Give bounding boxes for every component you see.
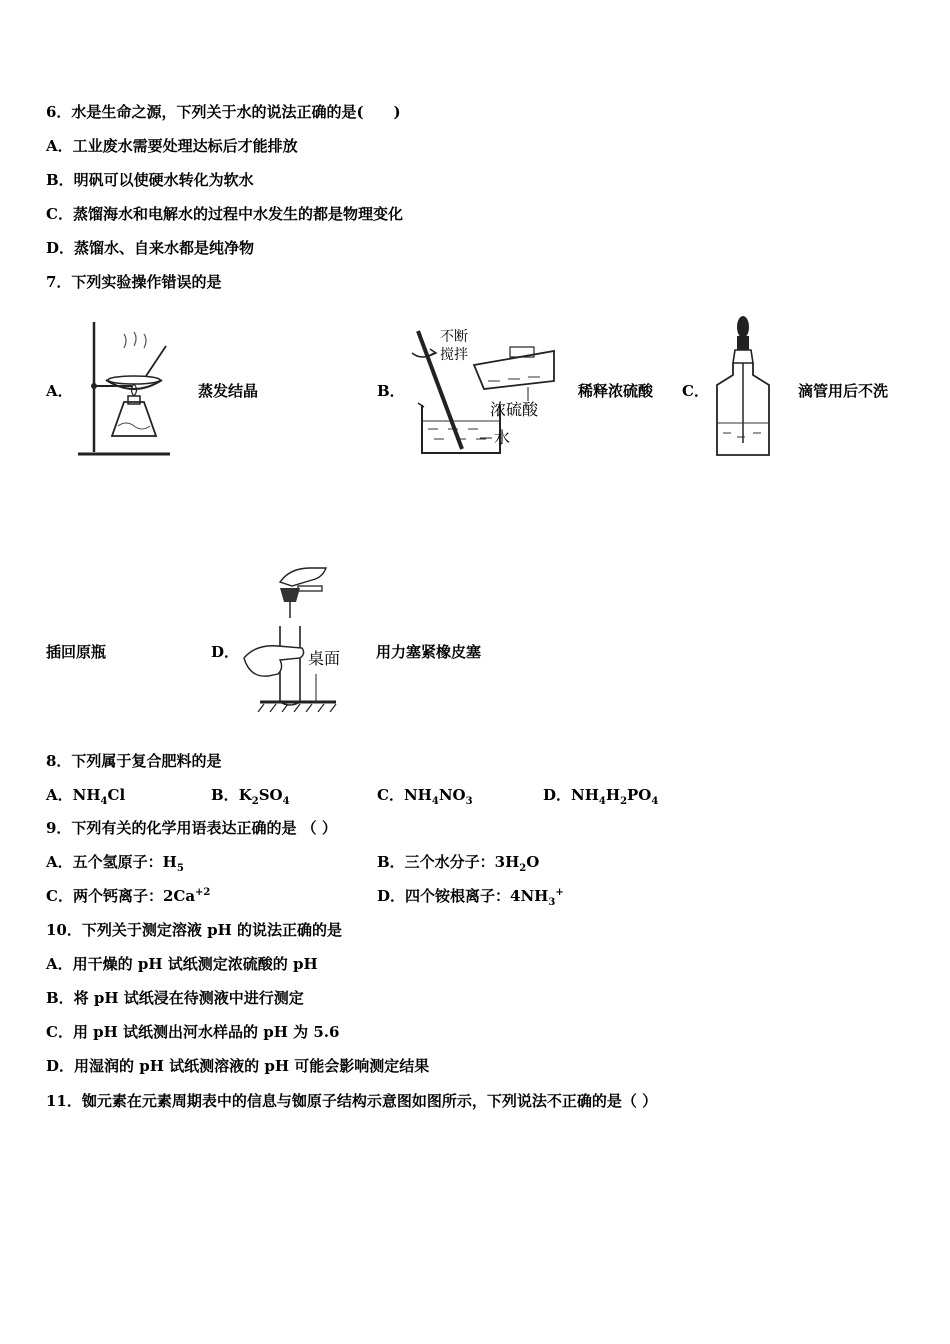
stopper-press-figure	[240, 562, 350, 712]
q6-option-c: C．蒸馏海水和电解水的过程中水发生的都是物理变化	[46, 205, 403, 223]
q7-a-text: 蒸发结晶	[198, 382, 259, 400]
q9-option-a: A．五个氢原子：$H_5$	[46, 853, 184, 874]
water-label: 水	[494, 428, 511, 447]
q6-stem: 6．水是生命之源，下列关于水的说法正确的是( )	[46, 103, 401, 121]
evaporation-apparatus-figure	[74, 318, 174, 458]
q9-stem: 9．下列有关的化学用语表达正确的是 （ ）	[46, 819, 337, 837]
q7-d-text: 用力塞紧橡皮塞	[376, 643, 482, 661]
q7-b-text: 稀释浓硫酸	[578, 382, 654, 400]
q11-stem: 11．铷元素在元素周期表中的信息与铷原子结构示意图如图所示，下列说法不正确的是（ ）	[46, 1092, 658, 1110]
q6-option-a: A．工业废水需要处理达标后才能排放	[46, 137, 298, 155]
q9-option-b: B．三个水分子：$3H_2O$	[377, 853, 540, 874]
stir-label-1: 不断	[440, 329, 468, 345]
q6-option-d: D．蒸馏水、自来水都是纯净物	[46, 239, 255, 257]
q8-option-b: B．$K_2SO_4$	[211, 786, 290, 807]
dropper-bottle-figure	[713, 313, 773, 457]
q7-a-letter: A．	[46, 382, 73, 400]
q10-stem: 10．下列关于测定溶液 pH 的说法正确的是	[46, 921, 342, 939]
q8-stem: 8．下列属于复合肥料的是	[46, 752, 222, 770]
q7-c-text-1: 滴管用后不洗	[798, 382, 889, 400]
q10-option-b: B．将 pH 试纸浸在待测液中进行测定	[46, 989, 304, 1007]
q7-b-letter: B．	[377, 382, 405, 400]
q7-c-letter: C．	[682, 382, 709, 400]
dilute-sulfuric-acid-figure	[404, 325, 560, 460]
q10-option-d: D．用湿润的 pH 试纸测溶液的 pH 可能会影响测定结果	[46, 1057, 430, 1075]
stir-label-2: 搅拌	[440, 347, 468, 363]
q7-d-letter: D．	[211, 643, 240, 661]
q9-option-c: C．两个钙离子：$2Ca^{+2}$	[46, 887, 211, 905]
desktop-label: 桌面	[308, 649, 341, 668]
q10-option-c: C．用 pH 试纸测出河水样品的 pH 为 5.6	[46, 1023, 340, 1041]
q8-option-d: D．$NH_4H_2PO_4$	[543, 786, 659, 807]
q7-stem: 7．下列实验操作错误的是	[46, 273, 222, 291]
q7-c-text-2: 插回原瓶	[46, 643, 107, 661]
q9-option-d: D．四个铵根离子：$4NH_3^+$	[377, 887, 564, 908]
q8-option-a: A．$NH_4Cl$	[46, 786, 126, 807]
q6-option-b: B．明矾可以使硬水转化为软水	[46, 171, 254, 189]
q8-option-c: C．$NH_4NO_3$	[377, 786, 473, 807]
q10-option-a: A．用干燥的 pH 试纸测定浓硫酸的 pH	[46, 955, 318, 973]
sulfuric-acid-label: 浓硫酸	[490, 400, 539, 419]
